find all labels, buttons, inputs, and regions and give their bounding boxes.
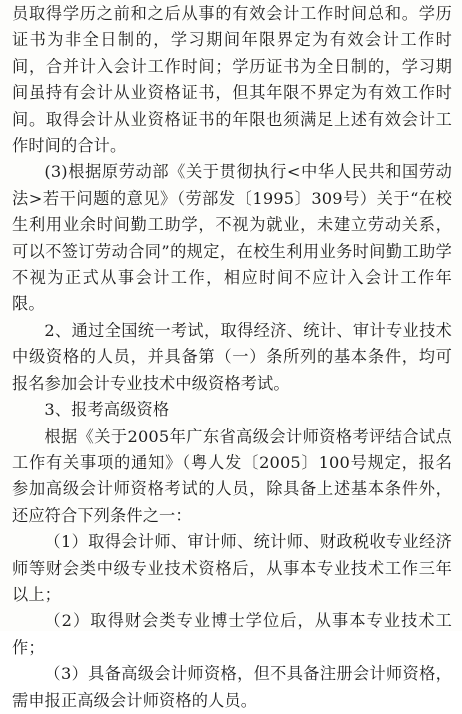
section-heading-senior: 3、报考高级资格 [44,400,170,420]
paragraph-work-time-definition: 员取得学历之前和之后从事的有效会计工作时间总和。学历证书为非全日制的，学习期间年限界定为有效会计工作时间，合并计入会计工作时间；学历证书为全日制的，学习期间虽持有会计从业资格证书，但其年限不界定为有效工作时间。取得会计从业资格证书的年限也须满足上述有效会计工作时间的合计。 [12,4,452,156]
condition-item-2: （2）取得财会类专业博士学位后，从事本专业技术工作； [12,611,452,657]
document-body [12,1,452,714]
paragraph-senior-notice: 根据《关于2005年广东省高级会计师资格考评结合试点工作有关事项的通知》（粤人发〔2005〕100号规定，报名参加高级会计师资格考试的人员，除具备上述基本条件外，还应符合下列条件之一： [12,426,452,525]
condition-item-1: （1）取得会计师、审计师、统计师、财政税收专业经济师等财会类中级专业技术资格后，从事本专业技术工作三年以上； [12,532,452,604]
paragraph-labor-law-opinion: (3)根据原劳动部《关于贯彻执行<中华人民共和国劳动法>若干问题的意见》（劳部发〔1995〕309号）关于“在校生利用业余时间勤工助学，不视为就业，未建立劳动关系，可以不签订劳动合同”的规定，在校生利用业务时间勤工助学不视为正式从事会计工作，相应时间不应计入会计工作年限。 [12,162,452,314]
paragraph-intermediate-exam: 2、通过全国统一考试，取得经济、统计、审计专业技术中级资格的人员，并具备第（一）条所列的基本条件，均可报名参加会计专业技术中级资格考试。 [12,320,452,393]
condition-item-3: （3）具备高级会计师资格，但不具备注册会计师资格，需申报正高级会计师资格的人员。 [12,664,452,710]
